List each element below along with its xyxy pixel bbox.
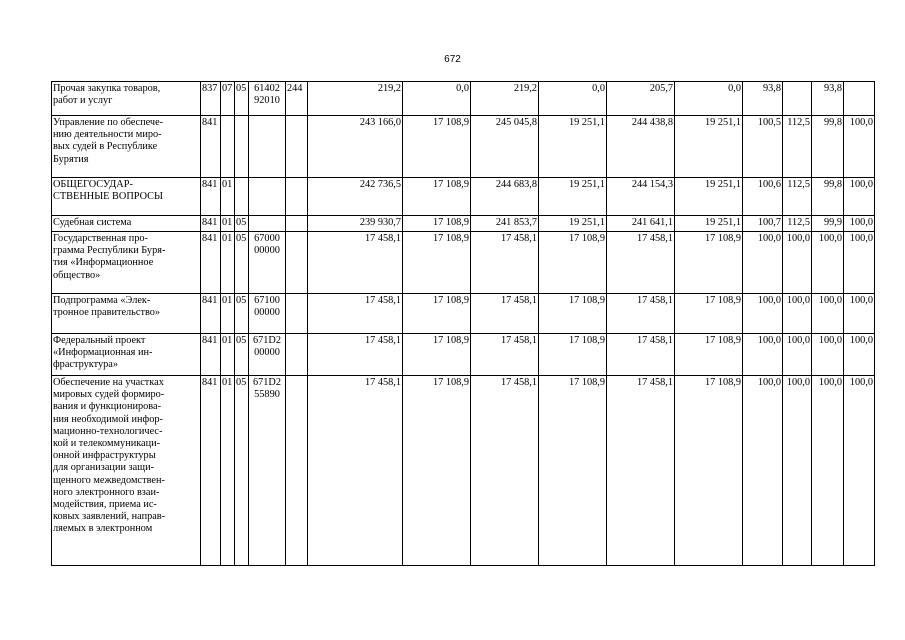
value-cell: 17 458,1 [308,232,403,294]
target-article-code [249,82,286,116]
table-row [52,294,875,334]
value-cell: 17 458,1 [471,232,539,294]
row-name-line: онной инфраструктуры [53,450,156,462]
value-cell: 17 108,9 [539,334,607,376]
target-article-code [249,376,286,566]
value-cell: 100,0 [783,334,812,376]
value-cell: 100,0 [743,294,783,334]
row-name-line: «Информационная ин- [53,347,153,359]
value-cell: 19 251,1 [675,178,743,216]
subsection-code [235,116,249,178]
expense-type-code [286,232,308,294]
value-cell: 19 251,1 [539,216,607,232]
value-cell: 19 251,1 [539,116,607,178]
value-cell: 17 458,1 [607,376,675,566]
ministry-code: 841 [201,116,221,178]
ministry-code: 841 [201,216,221,232]
section-code: 01 [221,232,235,294]
value-cell: 100,0 [844,376,875,566]
row-name-line: Прочая закупка товаров, [53,83,161,94]
row-name [52,376,201,566]
row-name-line: вания и функционирова- [53,401,162,413]
value-cell: 0,0 [539,82,607,116]
value-cell: 100,0 [844,178,875,216]
value-cell: 100,0 [812,232,844,294]
value-cell: 100,0 [844,116,875,178]
value-cell: 99,8 [812,116,844,178]
value-cell: 93,8 [812,82,844,116]
expense-type-code [286,376,308,566]
value-cell: 17 108,9 [403,334,471,376]
row-name-line: ния необходимой инфор- [53,413,163,425]
row-name [52,216,201,232]
target-article-code-line: 00000 [254,245,280,257]
expense-type-code [286,216,308,232]
subsection-code: 05 [235,216,249,232]
value-cell: 100,0 [743,232,783,294]
value-cell: 219,2 [471,82,539,116]
target-article-code-line: 92010 [254,95,280,107]
row-name-line: вых судей в Республике [53,141,158,153]
value-cell: 100,5 [743,116,783,178]
ministry-code: 841 [201,232,221,294]
table-row [52,216,875,232]
row-name-line: фраструктура» [53,359,118,371]
expense-type-code [286,334,308,376]
page-number: 672 [444,54,461,65]
row-name-line: работ и услуг [53,95,113,107]
value-cell: 19 251,1 [539,178,607,216]
row-name-line: Бурятия [53,153,89,165]
value-cell: 241 641,1 [607,216,675,232]
row-name-line: Управление по обеспече- [53,117,164,128]
target-article-code-line: 67100 [254,295,280,306]
row-name [52,232,201,294]
row-name-line: ОБЩЕГОСУДАР- [53,179,133,190]
value-cell: 100,0 [783,376,812,566]
subsection-code: 05 [235,82,249,116]
value-cell: 17 458,1 [308,334,403,376]
row-name [52,82,201,116]
table-row [52,82,875,116]
table-row [52,116,875,178]
value-cell: 17 108,9 [403,116,471,178]
section-code: 01 [221,376,235,566]
row-name-line: Судебная система [53,217,132,228]
value-cell: 100,0 [844,334,875,376]
value-cell: 112,5 [783,216,812,232]
subsection-code: 05 [235,294,249,334]
value-cell: 17 458,1 [607,334,675,376]
value-cell: 17 108,9 [675,376,743,566]
value-cell: 17 108,9 [539,376,607,566]
value-cell: 239 930,7 [308,216,403,232]
row-name-line: нию деятельности миро- [53,129,162,141]
value-cell: 100,0 [812,294,844,334]
value-cell: 100,0 [743,376,783,566]
value-cell: 17 108,9 [403,232,471,294]
target-article-code [249,178,286,216]
target-article-code-line: 67000 [254,233,280,244]
row-name [52,334,201,376]
value-cell: 17 108,9 [675,294,743,334]
expense-type-code [286,294,308,334]
section-code: 01 [221,216,235,232]
value-cell: 100,0 [783,294,812,334]
table-row [52,232,875,294]
target-article-code [249,216,286,232]
budget-table [51,81,875,566]
table-body [52,82,875,566]
value-cell: 0,0 [403,82,471,116]
row-name-line: кой и телекоммуникаци- [53,438,161,450]
section-code: 01 [221,294,235,334]
target-article-code-line: 61402 [254,83,280,94]
row-name-line: Подпрограмма «Элек- [53,295,151,306]
target-article-code [249,334,286,376]
value-cell: 93,8 [743,82,783,116]
row-name-line: для организации защи- [53,462,155,474]
table-row [52,376,875,566]
value-cell: 100,0 [844,216,875,232]
value-cell: 100,0 [844,232,875,294]
ministry-code: 841 [201,178,221,216]
target-article-code-line: 00000 [254,307,280,319]
value-cell: 112,5 [783,116,812,178]
section-code: 01 [221,334,235,376]
row-name-line: Федеральный проект [53,335,146,346]
value-cell: 17 108,9 [539,294,607,334]
value-cell: 17 458,1 [471,294,539,334]
row-name-line: грамма Республики Буря- [53,245,166,257]
target-article-code-line: 671D2 [252,335,282,346]
expense-type-code: 244 [286,82,308,116]
subsection-code: 05 [235,376,249,566]
value-cell: 17 458,1 [607,232,675,294]
ministry-code: 837 [201,82,221,116]
row-name-line: ковых заявлений, направ- [53,511,166,523]
value-cell: 244 683,8 [471,178,539,216]
row-name-line: мационно-технологичес- [53,425,163,437]
value-cell: 100,0 [844,294,875,334]
value-cell: 17 108,9 [403,178,471,216]
table-row [52,178,875,216]
target-article-code-line: 671D2 [252,377,282,388]
value-cell: 112,5 [783,178,812,216]
subsection-code [235,178,249,216]
value-cell: 205,7 [607,82,675,116]
value-cell: 17 458,1 [308,376,403,566]
row-name-line: ляемых в электронном [53,523,153,535]
value-cell: 17 108,9 [675,232,743,294]
section-code [221,116,235,178]
value-cell: 17 458,1 [308,294,403,334]
target-article-code [249,116,286,178]
section-code: 07 [221,82,235,116]
value-cell [844,82,875,116]
value-cell: 100,6 [743,178,783,216]
value-cell: 17 108,9 [403,216,471,232]
target-article-code-line: 55890 [254,389,280,401]
value-cell: 244 154,3 [607,178,675,216]
value-cell: 19 251,1 [675,116,743,178]
target-article-code-line: 00000 [254,347,280,359]
value-cell: 100,0 [812,376,844,566]
value-cell: 243 166,0 [308,116,403,178]
value-cell: 17 458,1 [471,334,539,376]
value-cell: 245 045,8 [471,116,539,178]
value-cell: 219,2 [308,82,403,116]
ministry-code: 841 [201,334,221,376]
row-name-line: общество» [53,269,101,281]
value-cell: 17 458,1 [607,294,675,334]
value-cell: 17 108,9 [403,376,471,566]
subsection-code: 05 [235,232,249,294]
table-row [52,334,875,376]
row-name-line: щенного межведомствен- [53,474,165,486]
value-cell: 244 438,8 [607,116,675,178]
value-cell: 17 458,1 [471,376,539,566]
value-cell: 100,0 [783,232,812,294]
row-name-line: СТВЕННЫЕ ВОПРОСЫ [53,191,164,203]
row-name [52,178,201,216]
value-cell: 242 736,5 [308,178,403,216]
value-cell: 100,0 [812,334,844,376]
row-name-line: тия «Информационное [53,257,154,269]
value-cell: 17 108,9 [403,294,471,334]
value-cell: 100,0 [743,334,783,376]
value-cell: 19 251,1 [675,216,743,232]
value-cell: 241 853,7 [471,216,539,232]
section-code: 01 [221,178,235,216]
row-name [52,116,201,178]
ministry-code: 841 [201,376,221,566]
row-name-line: модействия, приема ис- [53,499,157,511]
expense-type-code [286,178,308,216]
row-name-line: Государственная про- [53,233,148,244]
subsection-code: 05 [235,334,249,376]
row-name-line: Обеспечение на участках [53,377,164,388]
value-cell: 17 108,9 [539,232,607,294]
ministry-code: 841 [201,294,221,334]
row-name [52,294,201,334]
row-name-line: ного электронного взаи- [53,486,160,498]
target-article-code [249,294,286,334]
value-cell: 100,7 [743,216,783,232]
value-cell: 0,0 [675,82,743,116]
row-name-line: мировых судей формиро- [53,389,165,401]
value-cell: 99,8 [812,178,844,216]
expense-type-code [286,116,308,178]
row-name-line: тронное правительство» [53,307,161,319]
value-cell [783,82,812,116]
target-article-code [249,232,286,294]
value-cell: 17 108,9 [675,334,743,376]
value-cell: 99,9 [812,216,844,232]
